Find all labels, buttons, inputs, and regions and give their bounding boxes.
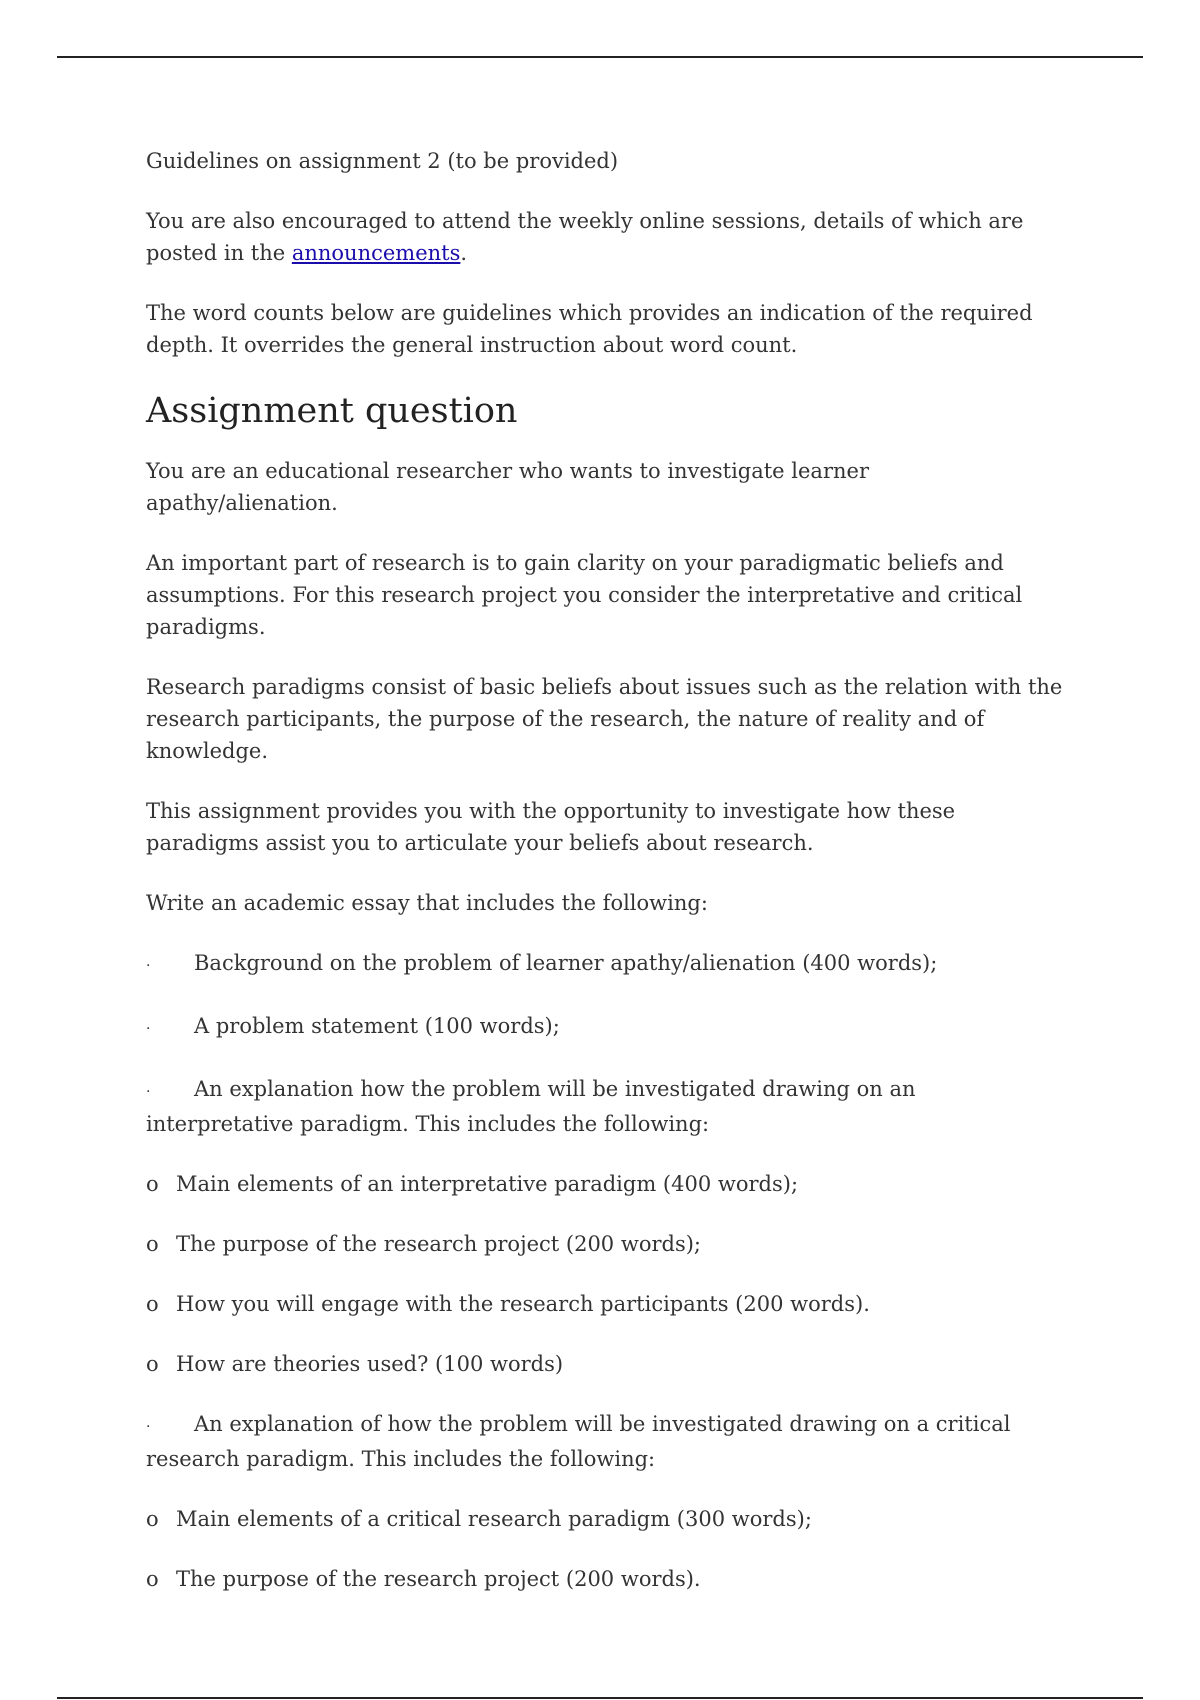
guidelines-line: Guidelines on assignment 2 (to be provided) — [146, 149, 619, 173]
bullet-marker: · — [146, 958, 151, 974]
sub-bullet-marker: o — [146, 1352, 159, 1376]
list-item — [146, 1408, 1066, 1475]
sub-list-item — [146, 1563, 1066, 1595]
list-item-text: An explanation of how the problem will be investigated drawing on a critical research paradigm. This includes the following: — [146, 1412, 1011, 1471]
sub-list-item — [146, 1228, 1066, 1260]
sub-bullet-marker: o — [146, 1507, 159, 1531]
sub-bullet-marker: o — [146, 1172, 159, 1196]
sub-list-item — [146, 1168, 1066, 1200]
bottom-rule — [57, 1697, 1143, 1699]
sub-list-item-text: Main elements of an interpretative paradigm (400 words); — [176, 1172, 799, 1196]
sub-list-item-text: The purpose of the research project (200 words). — [176, 1567, 701, 1591]
sub-bullet-marker: o — [146, 1567, 159, 1591]
sub-bullet-marker: o — [146, 1232, 159, 1256]
sessions-text-end: . — [460, 241, 468, 265]
list-item-text: A problem statement (100 words); — [194, 1014, 560, 1038]
list-item-text: Background on the problem of learner apathy/alienation (400 words); — [194, 951, 938, 975]
sessions-text: You are also encouraged to attend the weekly online sessions, details of which are posted in the — [146, 209, 1024, 265]
bullet-marker: · — [146, 1084, 151, 1100]
document-body — [146, 145, 1066, 1623]
paragraph: Write an academic essay that includes the following: — [146, 891, 708, 915]
list-item — [146, 1010, 1066, 1045]
sub-list-item — [146, 1348, 1066, 1380]
list-item — [146, 1073, 1066, 1140]
sub-bullet-marker: o — [146, 1292, 159, 1316]
paragraph: You are an educational researcher who wants to investigate learner apathy/alienation. — [146, 459, 869, 515]
sub-list-item-text: The purpose of the research project (200 words); — [176, 1232, 701, 1256]
sessions-paragraph — [146, 205, 1066, 269]
section-heading: Assignment question — [146, 391, 518, 431]
sub-list-item — [146, 1503, 1066, 1535]
bullet-marker: · — [146, 1419, 151, 1435]
word-count-paragraph: The word counts below are guidelines which provides an indication of the required depth. It overrides the general instruction about word count. — [146, 301, 1033, 357]
paragraph: An important part of research is to gain clarity on your paradigmatic beliefs and assumptions. For this research project you consider the interpretative and critical paradigms. — [146, 551, 1023, 639]
list-item-text: An explanation how the problem will be investigated drawing on an interpretative paradigm. This includes the following: — [146, 1077, 916, 1136]
top-rule — [57, 56, 1143, 58]
sub-list-item — [146, 1288, 1066, 1320]
sub-list-item-text: How you will engage with the research participants (200 words). — [176, 1292, 870, 1316]
announcements-link[interactable]: announcements — [291, 241, 461, 265]
list-item — [146, 947, 1066, 982]
sub-list-item-text: Main elements of a critical research paradigm (300 words); — [176, 1507, 812, 1531]
paragraph: This assignment provides you with the opportunity to investigate how these paradigms assist you to articulate your beliefs about research. — [146, 799, 956, 855]
bullet-marker: · — [146, 1021, 151, 1037]
paragraph: Research paradigms consist of basic beliefs about issues such as the relation with the research participants, the purpose of the research, the nature of reality and of knowledge. — [146, 675, 1063, 763]
sub-list-item-text: How are theories used? (100 words) — [176, 1352, 564, 1376]
